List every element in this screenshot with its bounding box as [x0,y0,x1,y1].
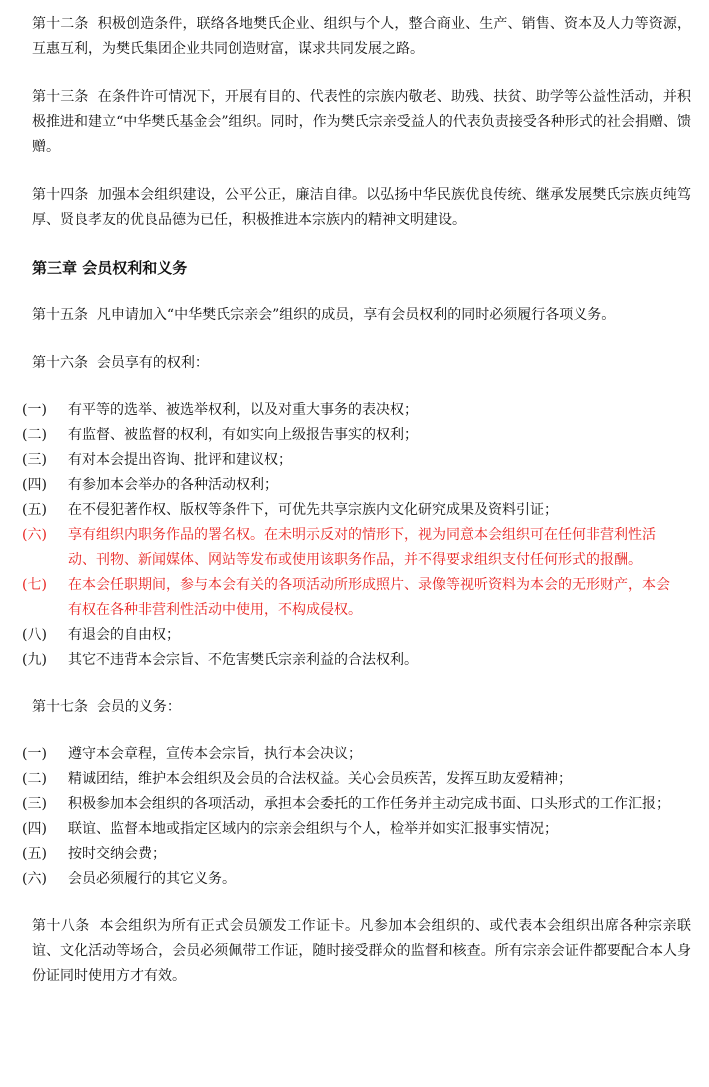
list-item [22,742,681,767]
article-number: 第十三条 [32,89,89,105]
article-15 [32,303,691,328]
list-item [22,448,681,473]
article-text: 会员享有的权利： [96,355,209,371]
list-item-text: 遵守本会章程，宣传本会宗旨，执行本会决议； [68,746,362,762]
list-item [22,867,681,892]
list-marker: (一) [22,402,47,418]
list-item [22,817,681,842]
list-item-text: 有平等的选举、被选举权利，以及对重大事务的表决权； [68,402,418,418]
article-number: 第十二条 [32,16,89,32]
article-text: 会员的义务： [96,699,181,715]
list-marker: (四) [22,821,47,837]
article-text: 本会组织为所有正式会员颁发工作证卡。凡参加本会组织的、或代表本会组织出席各种宗亲联谊、文化活动等场合，会员必须佩带工作证，随时接受群众的监督和核查。所有宗亲会证件都要配合本人身份证同时使用方才有效。 [32,918,692,984]
article-text: 积极创造条件，联络各地樊氏企业、组织与个人，整合商业、生产、销售、资本及人力等资源，互惠互利，为樊氏集团企业共同创造财富，谋求共同发展之路。 [32,16,692,57]
article-16 [32,351,691,376]
list-item-text: 有退会的自由权； [68,627,180,643]
list-item-text: 在不侵犯著作权、版权等条件下，可优先共享宗族内文化研究成果及资料引证； [68,502,558,518]
article-12 [32,12,691,62]
list-marker: (二) [22,427,47,443]
list-item-text: 在本会任职期间，参与本会有关的各项活动所形成照片、录像等视听资料为本会的无形财产，本会有权在各种非营利性活动中使用，不构成侵权。 [68,577,670,618]
list-marker: (八) [22,627,47,643]
list-marker: (四) [22,477,47,493]
article-number: 第十六条 [32,355,88,371]
list-marker: (六) [22,527,47,543]
article-text: 在条件许可情况下，开展有目的、代表性的宗族内敬老、助残、扶贫、助学等公益性活动，并积极推进和建立“中华樊氏基金会”组织。同时，作为樊氏宗亲受益人的代表负责接受各种形式的社会捐赠、馈赠。 [32,89,692,155]
list-item-text: 精诚团结，维护本会组织及会员的合法权益。关心会员疾苦，发挥互助友爱精神； [68,771,572,787]
list-item-text: 享有组织内职务作品的署名权。在未明示反对的情形下，视为同意本会组织可在任何非营利性活动、刊物、新闻媒体、网站等发布或使用该职务作品，并不得要求组织支付任何形式的报酬。 [68,527,656,568]
list-item-text: 有监督、被监督的权利，有如实向上级报告事实的权利； [68,427,418,443]
article-14 [32,183,691,233]
list-marker: (五) [22,846,47,862]
list-marker: (九) [22,652,47,668]
list-marker: (五) [22,502,47,518]
list-item-text: 有参加本会举办的各种活动权利； [68,477,278,493]
list-item-text: 会员必须履行的其它义务。 [68,871,236,887]
list-item [22,792,681,817]
list-item [22,398,681,423]
article-17 [32,695,691,720]
list-item [22,473,681,498]
list-item [22,648,681,673]
list-item [22,423,681,448]
article-text: 凡申请加入“中华樊氏宗亲会”组织的成员，享有会员权利的同时必须履行各项义务。 [96,307,616,323]
list-item [22,498,681,523]
article-18 [32,914,691,989]
duties-list [22,742,681,892]
article-number: 第十八条 [32,918,90,934]
list-item-text: 按时交纳会费； [68,846,166,862]
list-item-text: 有对本会提出咨询、批评和建议权； [68,452,292,468]
article-13 [32,85,691,160]
list-marker: (一) [22,746,47,762]
article-number: 第十七条 [32,699,88,715]
list-marker: (二) [22,771,47,787]
list-item-text: 联谊、监督本地或指定区域内的宗亲会组织与个人，检举并如实汇报事实情况； [68,821,558,837]
list-marker: (三) [22,452,47,468]
list-item-highlighted [22,523,681,573]
rights-list [22,398,681,673]
list-item [22,767,681,792]
article-text: 加强本会组织建设，公平公正，廉洁自律。以弘扬中华民族优良传统、继承发展樊氏宗族贞纯笃厚、贤良孝友的优良品德为已任，积极推进本宗族内的精神文明建设。 [32,187,692,228]
list-marker: (七) [22,577,47,593]
article-number: 第十四条 [32,187,89,203]
list-marker: (三) [22,796,47,812]
chapter-heading: 第三章 会员权利和义务 [32,259,188,277]
list-item-highlighted [22,573,681,623]
list-item [22,623,681,648]
list-item [22,842,681,867]
article-number: 第十五条 [32,307,88,323]
list-marker: (六) [22,871,47,887]
list-item-text: 积极参加本会组织的各项活动，承担本会委托的工作任务并主动完成书面、口头形式的工作汇报； [68,796,670,812]
list-item-text: 其它不违背本会宗旨、不危害樊氏宗亲利益的合法权利。 [68,652,418,668]
